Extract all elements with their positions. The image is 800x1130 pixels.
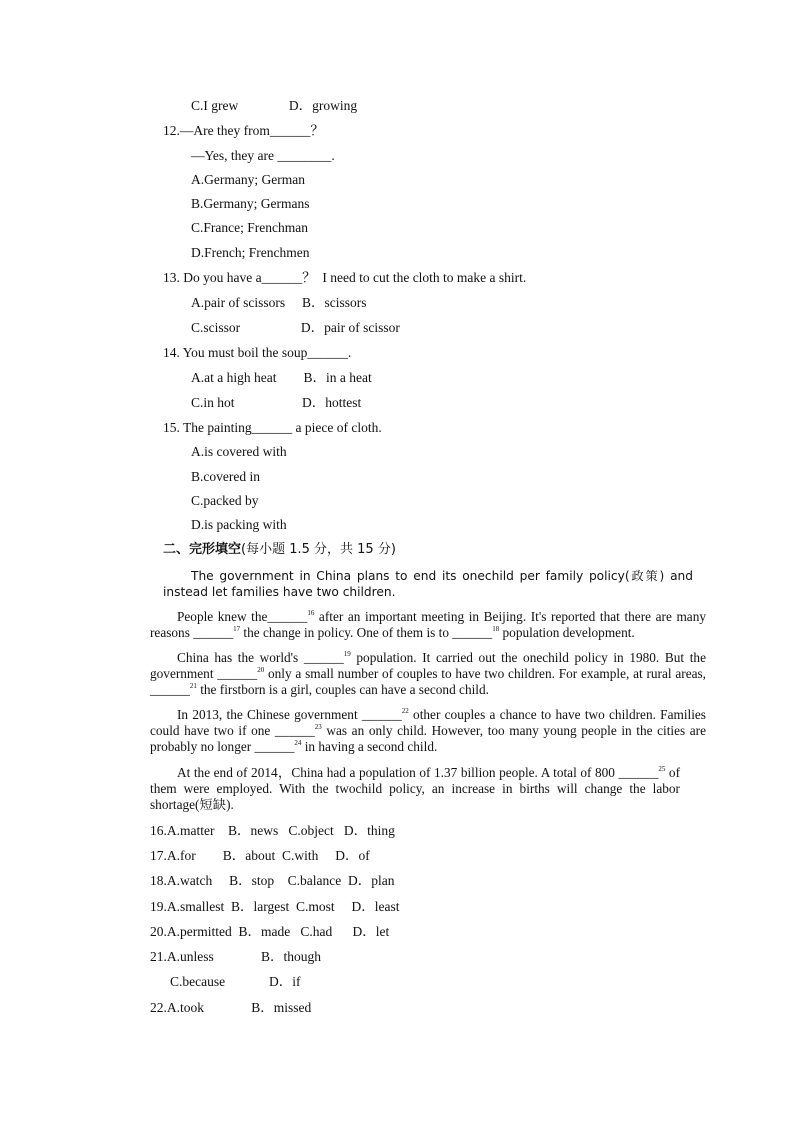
q15-option-c: C.packed by <box>191 493 259 508</box>
q14-stem: 14. You must boil the soup______. <box>163 345 352 360</box>
section-title: 二、完形填空 <box>163 542 242 557</box>
q11-options-cd: C.I grew D．growing <box>191 98 358 113</box>
q12-option-c: C.France; Frenchman <box>191 220 308 235</box>
q13-stem: 13. Do you have a______？ I need to cut the cloth to make a shirt. <box>163 270 527 285</box>
passage-paragraph-3: In 2013, the Chinese government ______$^{22}$ other couples a chance to have two children. Families could have two if one ______$^{23}$ was an only child. However, too many young people in the cities are probably no longer ______$^{24}$ in having a second child. <box>150 707 706 755</box>
answer-options-20: 20.A.permitted B．made C.had D．let <box>150 924 390 939</box>
q15-option-a: A.is covered with <box>191 444 287 459</box>
q12-option-d: D.French; Frenchmen <box>191 245 310 260</box>
section-heading <box>163 542 396 558</box>
answer-options-22: 22.A.took B．missed <box>150 1000 312 1015</box>
q15-option-d: D.is packing with <box>191 517 287 532</box>
q14-options-ab: A.at a high heat B．in a heat <box>191 370 372 385</box>
blank-number: 24 <box>294 739 302 748</box>
blank-number: 21 <box>189 682 197 691</box>
answer-options-19: 19.A.smallest B．largest C.most D．least <box>150 899 400 914</box>
passage-paragraph-2: China has the world's ______$^{19}$ population. It carried out the onechild policy in 1980. But the government ______$^{20}$ only a small number of couples to have two children. For example, at rural areas, ______$^{21}$ the firstborn is a girl, couples can have a second child. <box>150 650 706 698</box>
blank-number: 19 <box>343 650 351 658</box>
section-score-note: (每小题 1.5 分，共 15 分) <box>241 542 396 557</box>
blank-number: 23 <box>314 723 322 732</box>
answer-options-16: 16.A.matter B．news C.object D．thing <box>150 823 395 838</box>
q13-options-ab: A.pair of scissors B．scissors <box>191 295 367 310</box>
q12-option-b: B.Germany; Germans <box>191 196 310 211</box>
passage-paragraph-4: At the end of 2014，China had a population of 1.37 billion people. A total of 800 ______$^{25}$ of them were employed. With the twochild policy, an increase in births will change the labor shortage(短缺). <box>150 765 680 813</box>
blank-number: 25 <box>658 765 666 773</box>
passage-intro: The government in China plans to end its onechild per family policy(政策) and instead let families have two children. <box>163 569 693 600</box>
passage-paragraph-1: People knew the______$^{16}$ after an important meeting in Beijing. It's reported that there are many reasons ______$^{17}$ the change in policy. One of them is to ______$^{18}$ population development. <box>150 609 706 641</box>
blank-number: 20 <box>257 666 265 675</box>
answer-options-17: 17.A.for B．about C.with D．of <box>150 848 370 863</box>
answer-options-21-cd: C.because D．if <box>170 974 301 989</box>
q15-stem: 15. The painting______ a piece of cloth. <box>163 420 382 435</box>
q12-option-a: A.Germany; German <box>191 172 305 187</box>
q13-options-cd: C.scissor D．pair of scissor <box>191 320 400 335</box>
q14-options-cd: C.in hot D．hottest <box>191 395 362 410</box>
blank-number: 18 <box>492 625 500 634</box>
blank-number: 22 <box>401 707 409 715</box>
blank-number: 17 <box>233 625 241 634</box>
blank-number: 16 <box>307 609 315 617</box>
q15-option-b: B.covered in <box>191 469 260 484</box>
q12-stem: 12.—Are they from______？ <box>163 123 324 138</box>
q12-stem-reply: —Yes, they are ________. <box>191 148 335 163</box>
answer-options-21-ab: 21.A.unless B．though <box>150 949 322 964</box>
answer-options-18: 18.A.watch B．stop C.balance D．plan <box>150 873 395 888</box>
